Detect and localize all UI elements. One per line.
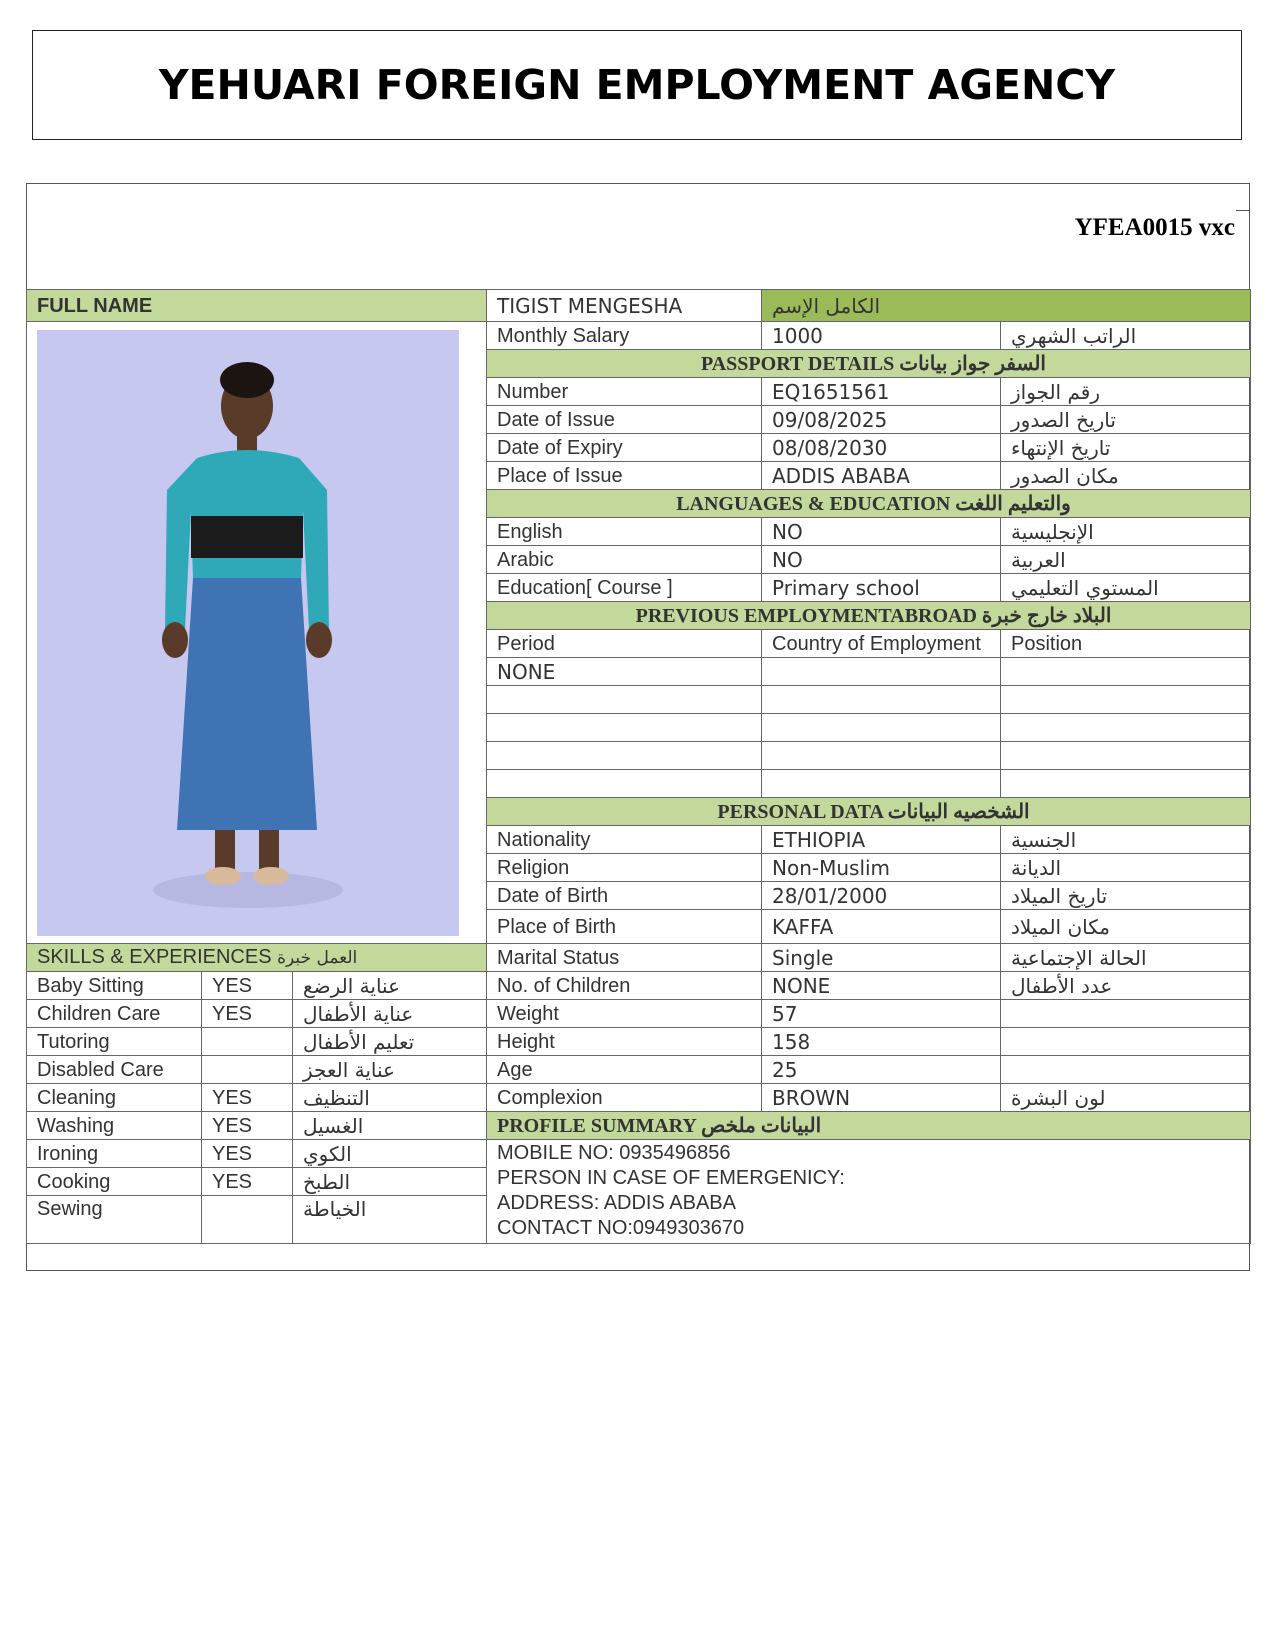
nationality-label-ar: الجنسية [1001,826,1251,854]
skill-label-ar: عناية الرضع [293,972,487,1000]
profile-summary-heading: PROFILE SUMMARY البيانات ملخص [487,1112,1251,1140]
full-name-label: FULL NAME [27,290,487,322]
expiry-date-value: 08/08/2030 [762,434,1001,462]
period-column-header: Period [487,630,762,658]
complexion-value: BROWN [762,1084,1001,1112]
empty-cell [487,770,762,798]
empty-cell [762,770,1001,798]
skill-value [202,1028,293,1056]
profile-summary-body [487,1140,1251,1244]
education-label: Education[ Course ] [487,574,762,602]
skill-label: Children Care [27,1000,202,1028]
marital-status-label: Marital Status [487,944,762,972]
empty-cell [762,714,1001,742]
full-name-value: TIGIST MENGESHA [487,290,762,322]
form-table [26,289,1251,1244]
height-value: 158 [762,1028,1001,1056]
place-of-birth-label: Place of Birth [487,910,762,944]
skill-label-ar: عناية الأطفال [293,1000,487,1028]
passport-heading: PASSPORT DETAILS السفر جواز بيانات [487,350,1251,378]
skill-value [202,1056,293,1084]
empty-cell [762,742,1001,770]
skill-label: Washing [27,1112,202,1140]
languages-heading: LANGUAGES & EDUCATION والتعليم اللغت [487,490,1251,518]
summary-line: MOBILE NO: 0935496856 [497,1141,731,1164]
skill-label: Tutoring [27,1028,202,1056]
summary-line: PERSON IN CASE OF EMERGENICY: [497,1166,845,1189]
skill-label: Sewing [27,1196,202,1244]
height-label-ar [1001,1028,1251,1056]
nationality-label: Nationality [487,826,762,854]
skill-label: Cleaning [27,1084,202,1112]
skill-label-ar: الغسيل [293,1112,487,1140]
place-of-issue-label: Place of Issue [487,462,762,490]
salary-value: 1000 [762,322,1001,350]
weight-value: 57 [762,1000,1001,1028]
nationality-value: ETHIOPIA [762,826,1001,854]
skill-label: Ironing [27,1140,202,1168]
previous-employment-heading: PREVIOUS EMPLOYMENTABROAD البلاد خارج خبرة [487,602,1251,630]
dob-value: 28/01/2000 [762,882,1001,910]
skill-label-ar: الكوي [293,1140,487,1168]
place-of-birth-label-ar: مكان الميلاد [1001,910,1251,944]
passport-number-label: Number [487,378,762,406]
arabic-label: Arabic [487,546,762,574]
passport-number-value: EQ1651561 [762,378,1001,406]
english-label-ar: الإنجليسية [1001,518,1251,546]
empty-cell [1001,770,1251,798]
skill-value: YES [202,1084,293,1112]
children-label: No. of Children [487,972,762,1000]
agency-header [32,30,1242,140]
empty-cell [487,686,762,714]
arabic-value: NO [762,546,1001,574]
skill-label-ar: تعليم الأطفال [293,1028,487,1056]
education-label-ar: المستوي التعليمي [1001,574,1251,602]
skill-value: YES [202,1112,293,1140]
religion-label-ar: الديانة [1001,854,1251,882]
skill-value [202,1196,293,1244]
summary-line: ADDRESS: ADDIS ABABA [497,1191,736,1214]
expiry-date-label-ar: تاريخ الإنتهاء [1001,434,1251,462]
religion-label: Religion [487,854,762,882]
skill-label-ar: الخياطة [293,1196,487,1244]
empty-cell [762,686,1001,714]
position-column-header: Position [1001,630,1251,658]
skill-label-ar: التنظيف [293,1084,487,1112]
skills-heading: SKILLS & EXPERIENCES العمل خبرة [27,944,487,972]
children-label-ar: عدد الأطفال [1001,972,1251,1000]
ref-tick [1236,210,1250,211]
empty-cell [1001,714,1251,742]
complexion-label-ar: لون البشرة [1001,1084,1251,1112]
marital-status-value: Single [762,944,1001,972]
expiry-date-label: Date of Expiry [487,434,762,462]
country-column-header: Country of Employment [762,630,1001,658]
place-of-issue-label-ar: مكان الصدور [1001,462,1251,490]
summary-line: CONTACT NO:0949303670 [497,1216,745,1239]
issue-date-label-ar: تاريخ الصدور [1001,406,1251,434]
full-name-label-ar: الكامل الإسم [762,290,1251,322]
dob-label-ar: تاريخ الميلاد [1001,882,1251,910]
children-value: NONE [762,972,1001,1000]
reference-code: YFEA0015 vxc [1074,214,1235,241]
applicant-photo-illustration [37,330,459,936]
applicant-photo [37,330,459,936]
employment-country-cell [762,658,1001,686]
complexion-label: Complexion [487,1084,762,1112]
place-of-birth-value: KAFFA [762,910,1001,944]
skill-label: Baby Sitting [27,972,202,1000]
passport-number-label-ar: رقم الجواز [1001,378,1251,406]
issue-date-value: 09/08/2025 [762,406,1001,434]
weight-label-ar [1001,1000,1251,1028]
religion-value: Non-Muslim [762,854,1001,882]
age-value: 25 [762,1056,1001,1084]
skill-label-ar: عناية العجز [293,1056,487,1084]
issue-date-label: Date of Issue [487,406,762,434]
skill-value: YES [202,972,293,1000]
place-of-issue-value: ADDIS ABABA [762,462,1001,490]
arabic-label-ar: العربية [1001,546,1251,574]
english-value: NO [762,518,1001,546]
agency-name: YEHUARI FOREIGN EMPLOYMENT AGENCY [158,61,1116,109]
empty-cell [487,742,762,770]
employment-period-cell: NONE [487,658,762,686]
skill-label: Disabled Care [27,1056,202,1084]
salary-label-ar: الراتب الشهري [1001,322,1251,350]
skill-value: YES [202,1000,293,1028]
dob-label: Date of Birth [487,882,762,910]
empty-cell [487,714,762,742]
marital-status-label-ar: الحالة الإجتماعية [1001,944,1251,972]
age-label-ar [1001,1056,1251,1084]
photo-cell [27,322,487,944]
education-value: Primary school [762,574,1001,602]
skill-value: YES [202,1168,293,1196]
skill-label: Cooking [27,1168,202,1196]
weight-label: Weight [487,1000,762,1028]
empty-cell [1001,686,1251,714]
skill-label-ar: الطبخ [293,1168,487,1196]
english-label: English [487,518,762,546]
employment-position-cell [1001,658,1251,686]
empty-cell [1001,742,1251,770]
age-label: Age [487,1056,762,1084]
height-label: Height [487,1028,762,1056]
skill-value: YES [202,1140,293,1168]
personal-data-heading: PERSONAL DATA الشخصيه البيانات [487,798,1251,826]
salary-label: Monthly Salary [487,322,762,350]
